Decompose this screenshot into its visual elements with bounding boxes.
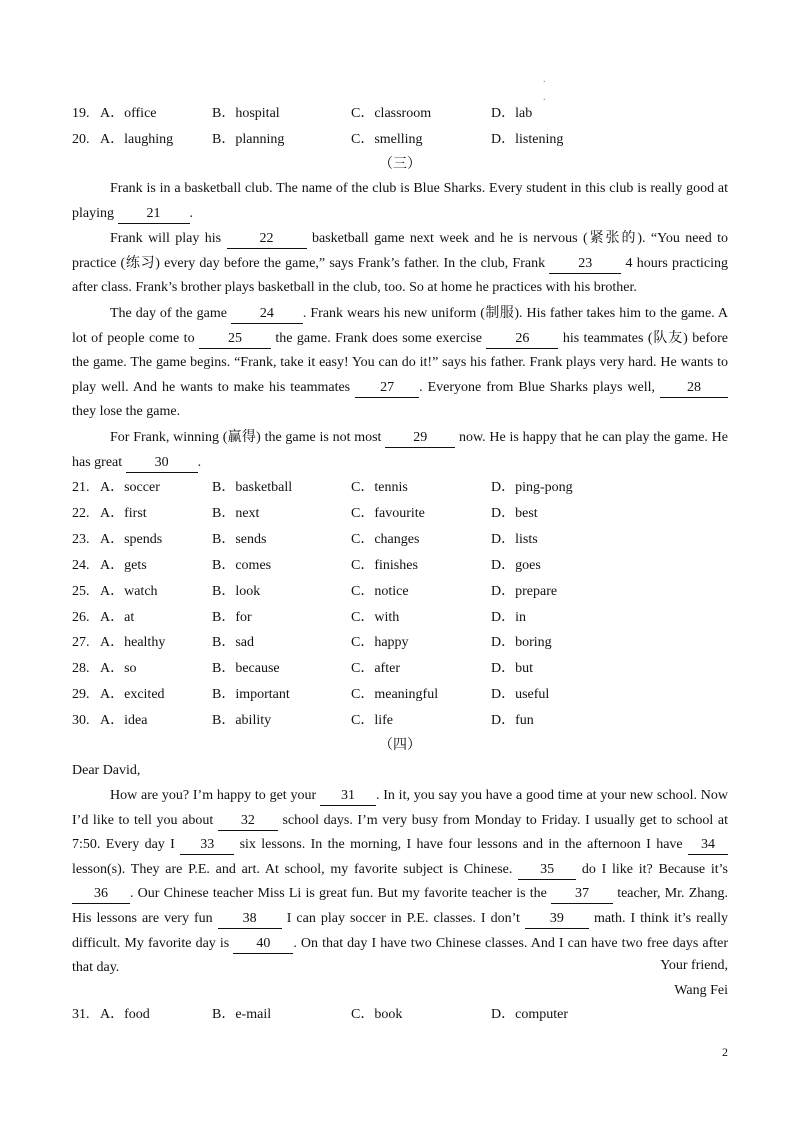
option-c: C．tennis bbox=[351, 480, 408, 495]
text: For Frank, winning (赢得) the game is not most bbox=[110, 430, 386, 445]
option-d: D．listening bbox=[491, 132, 564, 147]
blank-22[interactable]: 22 bbox=[227, 230, 307, 249]
option-a: A．watch bbox=[100, 584, 158, 599]
text: . Frank wears his new uniform (制服). His father takes him to the game. A lot of people come to bbox=[72, 306, 729, 346]
passage-paragraph-1 bbox=[72, 177, 728, 226]
option-b: B．important bbox=[212, 687, 290, 702]
text: teacher, Mr. Zhang. His lessons are very fun bbox=[72, 886, 728, 926]
option-b: B．because bbox=[212, 661, 280, 676]
text: they lose the game. bbox=[72, 404, 181, 420]
option-d: D．boring bbox=[491, 635, 552, 650]
blank-28[interactable]: 28 bbox=[660, 379, 728, 398]
passage-paragraph-3 bbox=[72, 302, 728, 425]
blank-30[interactable]: 30 bbox=[126, 454, 198, 473]
blank-25[interactable]: 25 bbox=[199, 330, 271, 349]
option-a: A．healthy bbox=[100, 635, 166, 650]
blank-32[interactable]: 32 bbox=[218, 812, 278, 831]
option-d: D．goes bbox=[491, 558, 541, 573]
option-c: C．notice bbox=[351, 584, 409, 599]
blank-39[interactable]: 39 bbox=[525, 910, 589, 929]
text: six lessons. In the morning, I have four lessons and in the afternoon I have bbox=[234, 837, 688, 853]
option-row-30 bbox=[72, 710, 732, 732]
option-d: D．but bbox=[491, 661, 533, 676]
option-c: C．after bbox=[351, 661, 400, 676]
letter-signature: Wang Fei bbox=[674, 983, 728, 998]
option-b: B．hospital bbox=[212, 106, 280, 121]
blank-36[interactable]: 36 bbox=[72, 885, 130, 904]
section-heading-3: （三） bbox=[379, 157, 421, 172]
blank-34[interactable]: 34 bbox=[688, 836, 728, 855]
question-number: 21. bbox=[72, 480, 90, 495]
option-row-22 bbox=[72, 503, 732, 525]
text: . Everyone from Blue Sharks plays well, bbox=[419, 379, 661, 395]
blank-37[interactable]: 37 bbox=[551, 885, 613, 904]
page-number: 2 bbox=[722, 1045, 728, 1059]
option-row-26 bbox=[72, 607, 732, 629]
blank-40[interactable]: 40 bbox=[233, 935, 293, 954]
blank-24[interactable]: 24 bbox=[231, 305, 303, 324]
section-heading-4: （四） bbox=[379, 738, 421, 753]
option-d: D．in bbox=[491, 610, 526, 625]
blank-23[interactable]: 23 bbox=[549, 255, 621, 274]
option-a: A．spends bbox=[100, 532, 163, 547]
question-number: 22. bbox=[72, 506, 90, 521]
text: How are you? I’m happy to get your bbox=[110, 788, 320, 803]
option-c: C．happy bbox=[351, 635, 409, 650]
text: . bbox=[197, 454, 202, 470]
option-row-31 bbox=[72, 1004, 732, 1026]
text: . On that day I have two Chinese classes. And I can have two free days after that day. bbox=[72, 935, 728, 976]
option-row-21 bbox=[72, 477, 732, 499]
option-b: B．e-mail bbox=[212, 1007, 272, 1022]
option-a: A．first bbox=[100, 506, 147, 521]
option-row-28 bbox=[72, 658, 732, 680]
blank-27[interactable]: 27 bbox=[355, 379, 419, 398]
blank-26[interactable]: 26 bbox=[486, 330, 558, 349]
passage-paragraph-2 bbox=[72, 227, 728, 301]
option-b: B．next bbox=[212, 506, 260, 521]
option-b: B．look bbox=[212, 584, 261, 599]
option-a: A．gets bbox=[100, 558, 147, 573]
option-b: B．planning bbox=[212, 132, 285, 147]
option-c: C．meaningful bbox=[351, 687, 439, 702]
text: 4 hours practicing after class. Frank’s brother plays basketball in the club, too. So at home he practices with his brother. bbox=[72, 255, 728, 296]
option-a: A．office bbox=[100, 106, 157, 121]
text: Frank will play his bbox=[110, 231, 227, 246]
option-d: D．useful bbox=[491, 687, 550, 702]
question-number: 20. bbox=[72, 132, 90, 147]
letter-greeting: Dear David, bbox=[72, 763, 141, 778]
option-b: B．for bbox=[212, 610, 252, 625]
blank-35[interactable]: 35 bbox=[518, 861, 576, 880]
text: basketball game next week and he is nervous (紧张的). “You need to practice (练习) every day before the game,” says Frank’s father. In the club, Frank bbox=[72, 231, 728, 271]
option-a: A．food bbox=[100, 1007, 150, 1022]
blank-29[interactable]: 29 bbox=[385, 429, 455, 448]
option-row-27 bbox=[72, 632, 732, 654]
option-c: C．with bbox=[351, 610, 400, 625]
option-b: B．comes bbox=[212, 558, 272, 573]
option-b: B．ability bbox=[212, 713, 272, 728]
blank-21[interactable]: 21 bbox=[118, 205, 190, 224]
stray-mark: . bbox=[543, 74, 546, 85]
letter-body bbox=[72, 784, 728, 981]
option-c: C．classroom bbox=[351, 106, 432, 121]
option-d: D．best bbox=[491, 506, 538, 521]
text: The day of the game bbox=[110, 306, 231, 321]
text: Frank is in a basketball club. The name of the club is Blue Sharks. Every student in this club is really good at playing bbox=[72, 181, 728, 221]
question-number: 27. bbox=[72, 635, 90, 650]
text: . Our Chinese teacher Miss Li is great fun. But my favorite teacher is the bbox=[130, 886, 552, 902]
option-row-20 bbox=[72, 129, 732, 151]
text: now. He is happy that he can play the game. He has great bbox=[72, 430, 729, 470]
option-d: D．prepare bbox=[491, 584, 558, 599]
option-a: A．soccer bbox=[100, 480, 160, 495]
option-d: D．lists bbox=[491, 532, 538, 547]
option-a: A．so bbox=[100, 661, 137, 676]
option-row-19 bbox=[72, 103, 732, 125]
passage-paragraph-4 bbox=[72, 426, 728, 475]
option-b: B．sends bbox=[212, 532, 267, 547]
option-c: C．book bbox=[351, 1007, 403, 1022]
letter-closing: Your friend, bbox=[660, 958, 728, 973]
option-d: D．computer bbox=[491, 1007, 568, 1022]
text: math. I think it’s really difficult. My favorite day is bbox=[72, 910, 728, 951]
blank-33[interactable]: 33 bbox=[180, 836, 234, 855]
question-number: 28. bbox=[72, 661, 90, 676]
text: his teammates (队友) before the game. The game begins. “Frank, take it easy! You can do it!” says his father. Frank plays very hard. He wants to play well. And he wants to make his teammates bbox=[72, 330, 728, 395]
text: . bbox=[189, 205, 193, 221]
text: lesson(s). They are P.E. and art. At school, my favorite subject is Chinese. bbox=[72, 861, 519, 877]
option-c: C．smelling bbox=[351, 132, 423, 147]
option-c: C．life bbox=[351, 713, 393, 728]
question-number: 26. bbox=[72, 610, 90, 625]
option-c: C．changes bbox=[351, 532, 420, 547]
blank-31[interactable]: 31 bbox=[320, 787, 376, 806]
text: do I like it? Because it’s bbox=[576, 861, 728, 877]
option-row-29 bbox=[72, 684, 732, 706]
text: the game. Frank does some exercise bbox=[270, 330, 487, 346]
option-a: A．at bbox=[100, 610, 135, 625]
text: I can play soccer in P.E. classes. I don’t bbox=[281, 910, 525, 926]
option-a: A．laughing bbox=[100, 132, 174, 147]
option-a: A．idea bbox=[100, 713, 148, 728]
option-row-24 bbox=[72, 555, 732, 577]
question-number: 19. bbox=[72, 106, 90, 121]
option-c: C．favourite bbox=[351, 506, 425, 521]
option-b: B．basketball bbox=[212, 480, 293, 495]
option-d: D．ping-pong bbox=[491, 480, 573, 495]
blank-38[interactable]: 38 bbox=[218, 910, 282, 929]
question-number: 31. bbox=[72, 1007, 90, 1022]
question-number: 29. bbox=[72, 687, 90, 702]
option-row-23 bbox=[72, 529, 732, 551]
text: . In it, you say you have a good time at your new school. Now I’d like to tell you about bbox=[72, 788, 728, 828]
question-number: 23. bbox=[72, 532, 90, 547]
stray-mark: . bbox=[543, 92, 546, 103]
question-number: 30. bbox=[72, 713, 90, 728]
option-d: D．fun bbox=[491, 713, 534, 728]
option-row-25 bbox=[72, 581, 732, 603]
option-a: A．excited bbox=[100, 687, 165, 702]
question-number: 24. bbox=[72, 558, 90, 573]
option-d: D．lab bbox=[491, 106, 533, 121]
option-b: B．sad bbox=[212, 635, 254, 650]
option-c: C．finishes bbox=[351, 558, 418, 573]
text: school days. I’m very busy from Monday to Friday. I usually get to school at 7:50. Every day I bbox=[72, 812, 728, 853]
question-number: 25. bbox=[72, 584, 90, 599]
